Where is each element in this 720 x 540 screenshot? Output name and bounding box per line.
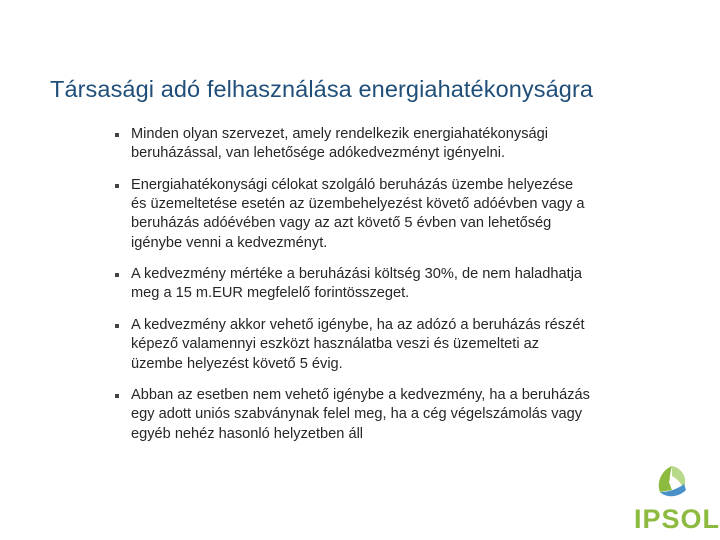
bullet-text: Abban az esetben nem vehető igénybe a kedvezmény, ha a beruházás egy adott uniós szabványnak felel meg, ha a cég végelszámolás vagy egyéb nehéz hasonló helyzetben áll <box>131 387 590 442</box>
ipsol-logo <box>630 462 720 534</box>
bullet-square-icon <box>115 324 119 328</box>
ipsol-logo-text: IPSOL <box>634 504 720 534</box>
bullet-item <box>112 176 592 253</box>
bullet-text: Minden olyan szervezet, amely rendelkezik energiahatékonysági beruházással, van lehetősége adókedvezményt igényelni. <box>131 126 548 162</box>
slide-title: Társasági adó felhasználása energiahatékonyságra <box>50 76 594 102</box>
bullet-item <box>112 316 592 374</box>
bullet-square-icon <box>115 273 119 277</box>
bullet-list <box>112 125 592 456</box>
bullet-text: A kedvezmény mértéke a beruházási költség 30%, de nem haladhatja meg a 15 m.EUR megfelelő forintösszeget. <box>131 266 583 302</box>
ipsol-logo-icon <box>652 462 692 502</box>
bullet-text: Energiahatékonysági célokat szolgáló beruházás üzembe helyezése és üzemeltetése esetén az üzembehelyezést követő adóévben vagy a beruházás adóévében vagy az azt követő 5 évben van lehetőség igénybe venni a kedvezményt. <box>131 176 585 251</box>
bullet-square-icon <box>115 184 119 188</box>
bullet-square-icon <box>115 394 119 398</box>
bullet-square-icon <box>115 133 119 137</box>
bullet-item <box>112 265 592 303</box>
bullet-item <box>112 125 592 163</box>
bullet-item <box>112 386 592 444</box>
bullet-text: A kedvezmény akkor vehető igénybe, ha az adózó a beruházás részét képező valamennyi eszközt használatba veszi és üzemelteti az üzembe helyezést követő 5 évig. <box>131 317 585 372</box>
